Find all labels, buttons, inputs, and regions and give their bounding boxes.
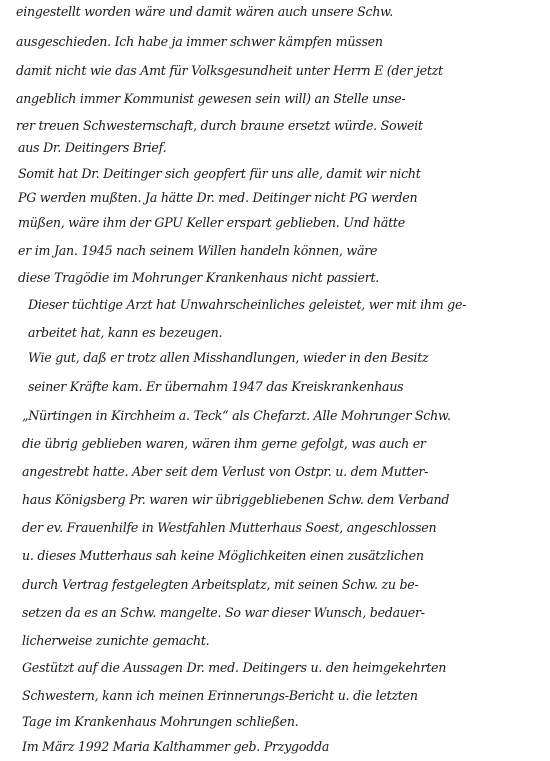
- text-line: angestrebt hatte. Aber seit dem Verlust von Ostpr. u. dem Mutter-: [22, 464, 429, 479]
- text-line: angeblich immer Kommunist gewesen sein will) an Stelle unse-: [16, 91, 406, 106]
- text-line: seiner Kräfte kam. Er übernahm 1947 das Kreiskrankenhaus: [28, 379, 404, 394]
- text-line: die übrig geblieben waren, wären ihm gerne gefolgt, was auch er: [22, 436, 426, 451]
- text-line: damit nicht wie das Amt für Volksgesundheit unter Herrn E (der jetzt: [16, 63, 443, 78]
- text-line: rer treuen Schwesternschaft, durch braune ersetzt würde. Soweit: [16, 118, 423, 133]
- text-line: arbeitet hat, kann es bezeugen.: [28, 325, 223, 340]
- text-line: Wie gut, daß er trotz allen Misshandlungen, wieder in den Besitz: [28, 350, 429, 365]
- text-line: Tage im Krankenhaus Mohrungen schließen.: [22, 714, 299, 729]
- text-line: Schwestern, kann ich meinen Erinnerungs-Bericht u. die letzten: [22, 688, 418, 703]
- text-line: u. dieses Mutterhaus sah keine Möglichkeiten einen zusätzlichen: [22, 548, 424, 563]
- text-line: „Nürtingen in Kirchheim a. Teck“ als Chefarzt. Alle Mohrunger Schw.: [22, 408, 451, 423]
- signature-line: Im März 1992 Maria Kalthammer geb. Przygodda: [22, 739, 330, 754]
- text-line: diese Tragödie im Mohrunger Krankenhaus nicht passiert.: [18, 270, 380, 285]
- text-line: müßen, wäre ihm der GPU Keller erspart geblieben. Und hätte: [18, 215, 405, 230]
- text-line: licherweise zunichte gemacht.: [22, 633, 210, 648]
- text-line: der ev. Frauenhilfe in Westfahlen Mutterhaus Soest, angeschlossen: [22, 520, 437, 535]
- text-line: er im Jan. 1945 nach seinem Willen handeln können, wäre: [18, 243, 378, 258]
- text-line: ausgeschieden. Ich habe ja immer schwer kämpfen müssen: [16, 34, 383, 49]
- text-line: haus Königsberg Pr. waren wir übriggebliebenen Schw. dem Verband: [22, 492, 450, 507]
- text-line: Gestützt auf die Aussagen Dr. med. Deitingers u. den heimgekehrten: [22, 660, 447, 675]
- text-line: aus Dr. Deitingers Brief.: [18, 140, 167, 155]
- text-line: setzen da es an Schw. mangelte. So war dieser Wunsch, bedauer-: [22, 605, 425, 620]
- text-line: Dieser tüchtige Arzt hat Unwahrscheinliches geleistet, wer mit ihm ge-: [28, 297, 467, 312]
- text-line: durch Vertrag festgelegten Arbeitsplatz, mit seinen Schw. zu be-: [22, 577, 419, 592]
- text-line: eingestellt worden wäre und damit wären auch unsere Schw.: [16, 4, 393, 19]
- text-line: Somit hat Dr. Deitinger sich geopfert für uns alle, damit wir nicht: [18, 166, 421, 181]
- text-line: PG werden mußten. Ja hätte Dr. med. Deitinger nicht PG werden: [18, 190, 418, 205]
